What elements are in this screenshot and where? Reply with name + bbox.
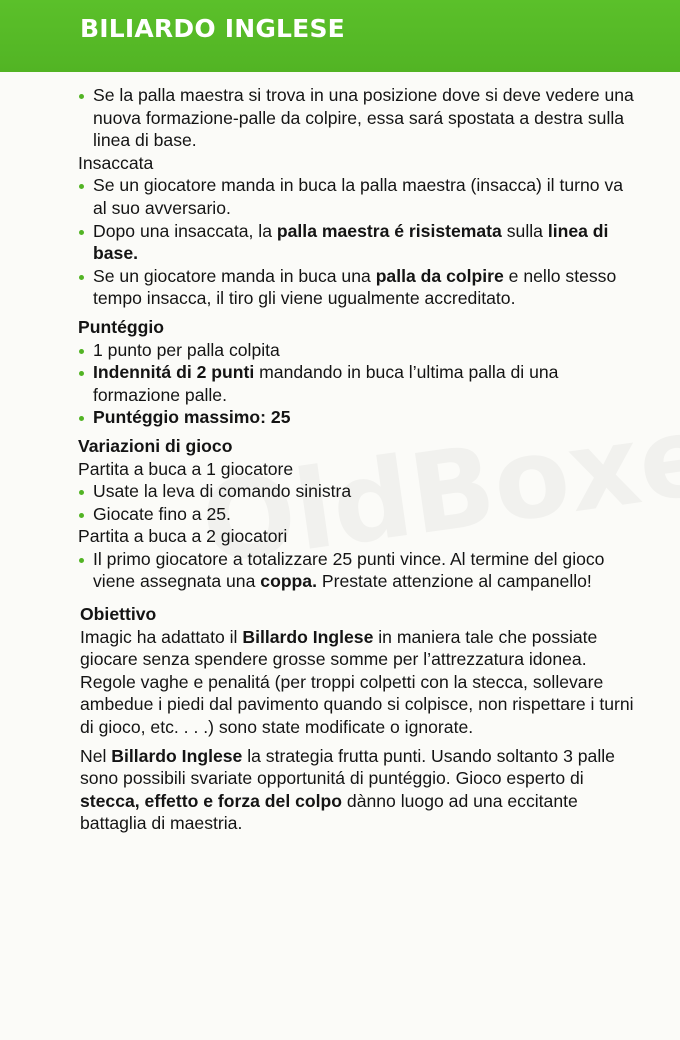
bullet-text: 1 punto per palla colpita	[93, 339, 280, 360]
bullet-item	[78, 220, 638, 265]
bold-text: linea di base.	[93, 220, 609, 264]
bullet-text: Se un giocatore manda in buca una	[93, 265, 376, 286]
section-title-variazioni: Variazioni di gioco	[78, 435, 233, 456]
bullet-item	[78, 406, 638, 429]
paragraph: Partita a buca a 1 giocatore	[78, 458, 294, 479]
bullet-text: Se la palla maestra si trova in una posizione dove si deve vedere una nuova formazione-palle da colpire, essa sará spostata a destra sulla linea di base.	[93, 85, 634, 151]
bullet-item	[78, 84, 638, 152]
bold-text: Billardo Inglese	[242, 626, 374, 647]
bold-text: Indennitá di 2 punti	[93, 362, 255, 383]
bold-text: coppa.	[260, 571, 317, 592]
paragraph-text: la strategia frutta punti. Usando soltanto 3 palle sono possibili svariate opportunitá di puntéggio. Gioco esperto di	[80, 745, 615, 789]
bullet-text: mandando in buca l’ultima palla di una formazione palle.	[93, 362, 559, 405]
bullet-text: Giocate fino a 25.	[93, 503, 231, 524]
bold-text: palla maestra é risistemata	[276, 220, 502, 241]
bullet-item	[78, 339, 638, 362]
page-title: BILIARDO INGLESE	[80, 14, 345, 43]
paragraph-text: dànno luogo ad una eccitante battaglia di maestria.	[80, 790, 578, 834]
bullet-text: Se un giocatore manda in buca la palla maestra (insacca) il turno va al suo avversario.	[93, 175, 624, 218]
bullet-item	[78, 361, 638, 406]
bold-text: stecca, effetto e forza del colpo	[80, 790, 343, 811]
bullet-text: Il primo giocatore a totalizzare 25 punti vince. Al termine del gioco viene assegnata una	[93, 548, 605, 592]
paragraph: Partita a buca a 2 giocatori	[78, 526, 288, 547]
paragraph-text: Imagic ha adattato il	[80, 626, 243, 647]
manual-text	[78, 84, 638, 835]
paragraph-text: in maniera tale che possiate giocare senza spendere grosse somme per l’attrezzatura idonea. Regole vaghe e penalitá (per troppi colpetti con la stecca, sollevare ambedue i piedi dal pavimento quando si colpisce, non rispettare i turni di gioco, etc. . . .) sono state modificate o ignorate.	[80, 626, 634, 738]
paragraph	[78, 626, 638, 739]
bullet-item	[78, 265, 638, 310]
bullet-item	[78, 174, 638, 219]
subheading-insaccata: Insaccata	[78, 152, 154, 173]
bullet-item	[78, 503, 638, 526]
bold-text: Puntéggio massimo: 25	[93, 407, 291, 428]
bold-text: palla da colpire	[375, 265, 504, 286]
bold-text: Billardo Inglese	[111, 745, 243, 766]
bullet-text: Prestate attenzione al campanello!	[316, 571, 592, 592]
section-title-punteggio: Puntéggio	[78, 316, 165, 337]
bullet-item	[78, 548, 638, 593]
paragraph	[78, 745, 638, 835]
page-header	[0, 0, 680, 72]
bullet-item	[78, 480, 638, 503]
paragraph-text: Nel	[80, 745, 112, 766]
bullet-text: sulla	[501, 220, 548, 241]
bullet-text: e nello stesso tempo insacca, il tiro gli viene ugualmente accreditato.	[93, 265, 617, 309]
section-title-obiettivo: Obiettivo	[80, 604, 157, 625]
bullet-text: Usate la leva di comando sinistra	[93, 481, 352, 502]
bullet-text: Dopo una insaccata, la	[93, 220, 277, 241]
